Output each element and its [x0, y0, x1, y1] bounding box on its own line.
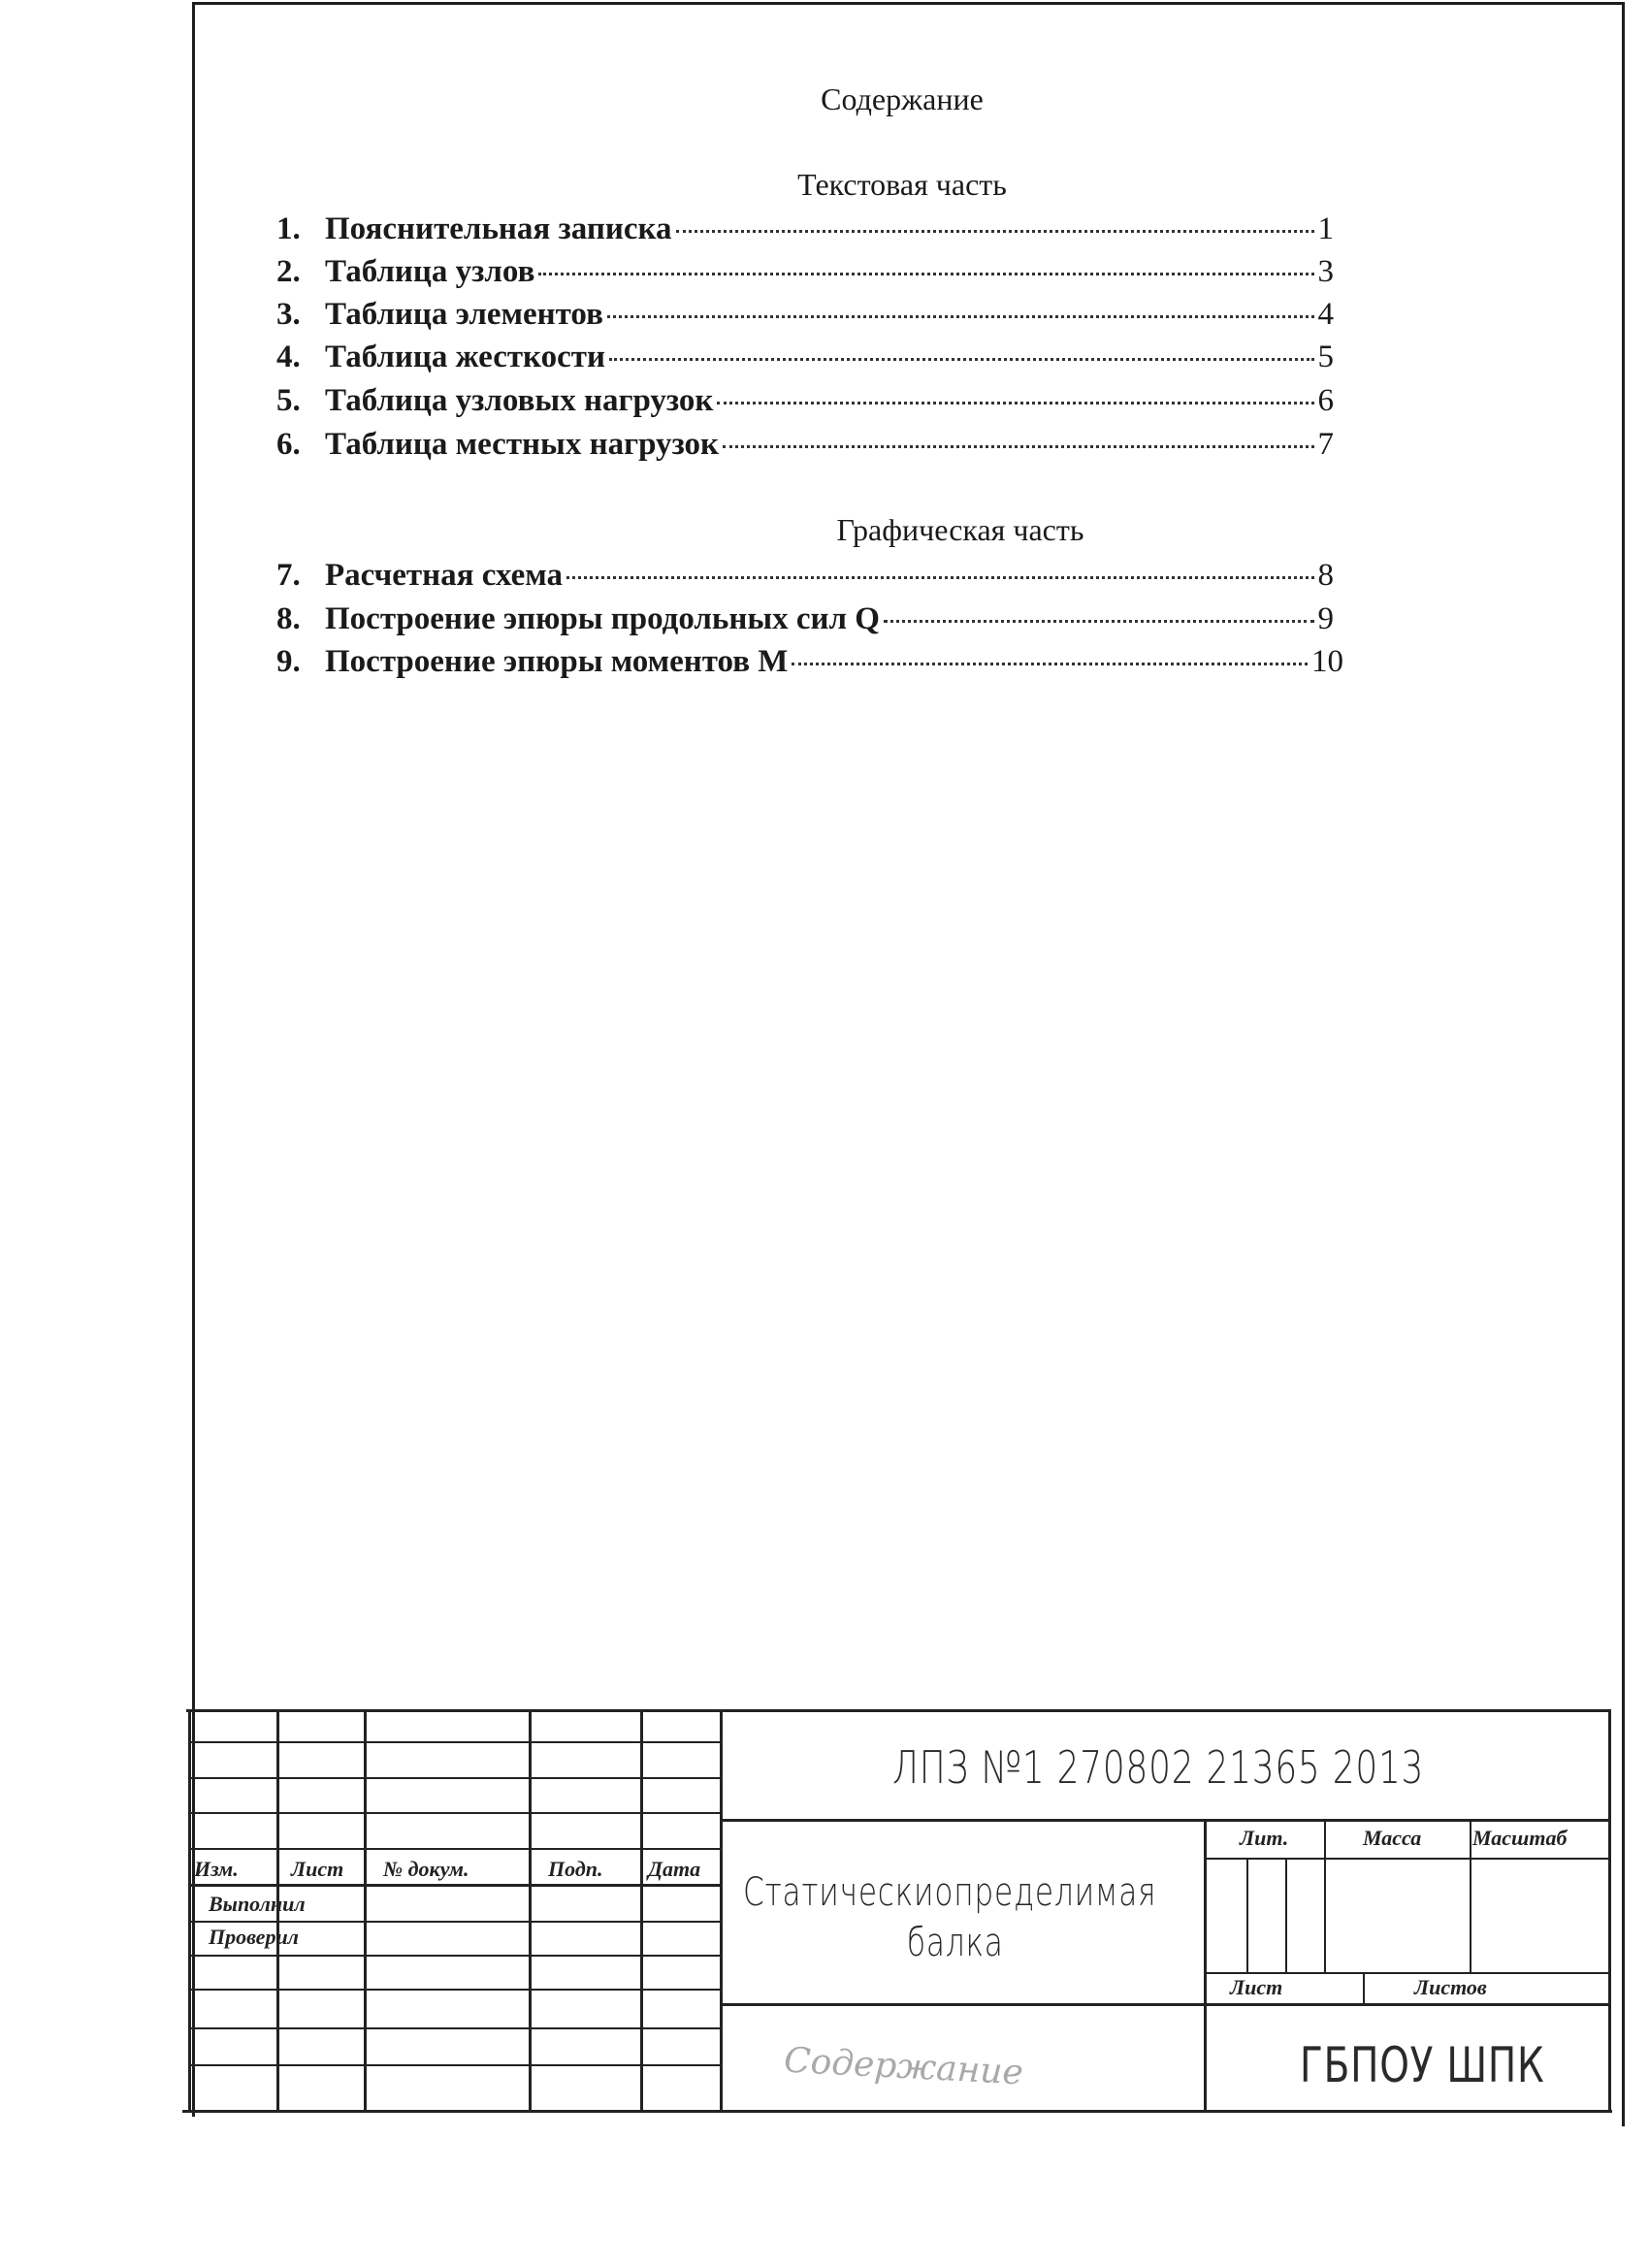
toc-leader: [723, 445, 1313, 448]
stamp-left-border: [188, 1709, 191, 2111]
section-title-graphic: Графическая часть: [836, 512, 1084, 547]
stamp-label-izm: Изм.: [194, 1857, 239, 1881]
stamp-label-sheets: Листов: [1414, 1975, 1487, 1999]
stamp-label-sheet: Лист: [1230, 1975, 1283, 1999]
stamp-grid-line: [190, 2064, 720, 2066]
stamp-grid-line: [190, 2027, 720, 2029]
toc-item: [276, 254, 1334, 297]
toc-item: [276, 558, 1334, 600]
stamp-grid-line: [1285, 1858, 1287, 1972]
stamp-label-masshtab: Масштаб: [1472, 1826, 1568, 1850]
stamp-label-massa: Масса: [1363, 1826, 1422, 1850]
toc-item-page: 6: [1317, 383, 1334, 418]
toc-item-number: 4.: [276, 340, 301, 374]
toc-leader: [607, 315, 1314, 318]
stamp-grid-line: [364, 1709, 367, 2111]
stamp-grid-line: [720, 2003, 1610, 2006]
stamp-grid-line: [190, 1955, 720, 1957]
toc-item: [276, 340, 1334, 382]
frame-right: [1622, 2, 1625, 2126]
toc-leader: [792, 663, 1308, 665]
frame-left: [192, 2, 195, 2117]
toc-item: [276, 644, 1343, 687]
toc-item-number: 6.: [276, 427, 301, 462]
toc-item-page: 3: [1317, 254, 1334, 289]
toc-item-page: 5: [1317, 340, 1334, 374]
stamp-grid-line: [190, 1777, 720, 1779]
toc-item-page: 9: [1317, 601, 1334, 636]
stamp-grid-line: [1246, 1858, 1248, 1972]
toc-item-text: Таблица жесткости: [325, 340, 606, 374]
stamp-label-list: Лист: [291, 1857, 344, 1881]
stamp-bottom-border: [182, 2110, 1612, 2113]
stamp-grid-line: [190, 1884, 720, 1887]
stamp-grid-line: [720, 1819, 1610, 1822]
stamp-label-vypolnil: Выполнил: [209, 1892, 306, 1916]
stamp-grid-line: [1470, 1819, 1471, 1972]
toc-item-page: 7: [1317, 427, 1334, 462]
stamp-grid-line: [190, 1989, 720, 1991]
toc-item-page: 10: [1311, 644, 1343, 679]
toc-item-text: Построение эпюры моментов М: [325, 644, 789, 679]
toc-leader: [609, 358, 1313, 361]
toc-item: [276, 211, 1334, 254]
toc-item-text: Таблица местных нагрузок: [325, 427, 720, 462]
stamp-label-doc-no: № докум.: [383, 1857, 469, 1881]
toc-item: [276, 383, 1334, 426]
toc-leader: [566, 576, 1313, 579]
stamp-grid-line: [529, 1709, 532, 2111]
toc-item-number: 7.: [276, 558, 301, 593]
toc-leader: [676, 230, 1314, 233]
stamp-right-border: [1608, 1709, 1611, 2111]
document-title-line2: балка: [907, 1921, 1004, 1965]
toc-item-text: Таблица узловых нагрузок: [325, 383, 714, 418]
toc-item-number: 2.: [276, 254, 301, 289]
document-title-line1: Статическиопределимая: [743, 1870, 1157, 1915]
stamp-grid-line: [190, 1921, 720, 1923]
toc-item-text: Построение эпюры продольных сил Q: [325, 601, 880, 636]
stamp-grid-line: [190, 1812, 720, 1814]
stamp-label-data: Дата: [648, 1857, 701, 1881]
toc-item-page: 1: [1317, 211, 1334, 246]
stamp-label-proveril: Проверил: [209, 1925, 299, 1949]
toc-item-number: 5.: [276, 383, 301, 418]
stamp-grid-line: [190, 1741, 720, 1743]
toc-item: [276, 601, 1334, 644]
stamp-grid-line: [1324, 1819, 1326, 1972]
stamp-grid-line: [720, 1709, 723, 2111]
toc-leader: [538, 273, 1313, 275]
toc-item-page: 8: [1317, 558, 1334, 593]
toc-item-number: 8.: [276, 601, 301, 636]
toc-item-page: 4: [1317, 297, 1334, 332]
organization-name: ГБПОУ ШПК: [1300, 2037, 1545, 2093]
stamp-grid-line: [640, 1709, 643, 2111]
stamp-grid-line: [1204, 1819, 1207, 2111]
toc-item-text: Пояснительная записка: [325, 211, 672, 246]
stamp-top-border: [186, 1709, 1610, 1712]
stamp-grid-line: [190, 1848, 720, 1850]
toc-leader: [717, 402, 1313, 405]
toc-item-number: 9.: [276, 644, 301, 679]
toc-item-text: Расчетная схема: [325, 558, 564, 593]
toc-item: [276, 297, 1334, 340]
toc-item-text: Таблица элементов: [325, 297, 603, 332]
stamp-grid-line: [1206, 1972, 1610, 1974]
stamp-label-lit: Лит.: [1240, 1826, 1289, 1850]
stamp-grid-line: [1206, 1858, 1610, 1860]
toc-item-text: Таблица узлов: [325, 254, 535, 289]
toc-item-number: 3.: [276, 297, 301, 332]
section-title-text: Текстовая часть: [797, 167, 1007, 202]
sheet-name-handwritten: Содержание: [783, 2040, 1024, 2093]
stamp-label-podp: Подп.: [548, 1857, 603, 1881]
toc-item: [276, 427, 1334, 470]
toc-item-number: 1.: [276, 211, 301, 246]
stamp-grid-line: [1363, 1972, 1365, 2003]
frame-top: [194, 2, 1625, 5]
page-title: Содержание: [821, 81, 984, 116]
toc-leader: [884, 620, 1314, 623]
document-designation: ЛПЗ №1 270802 21365 2013: [892, 1741, 1425, 1794]
